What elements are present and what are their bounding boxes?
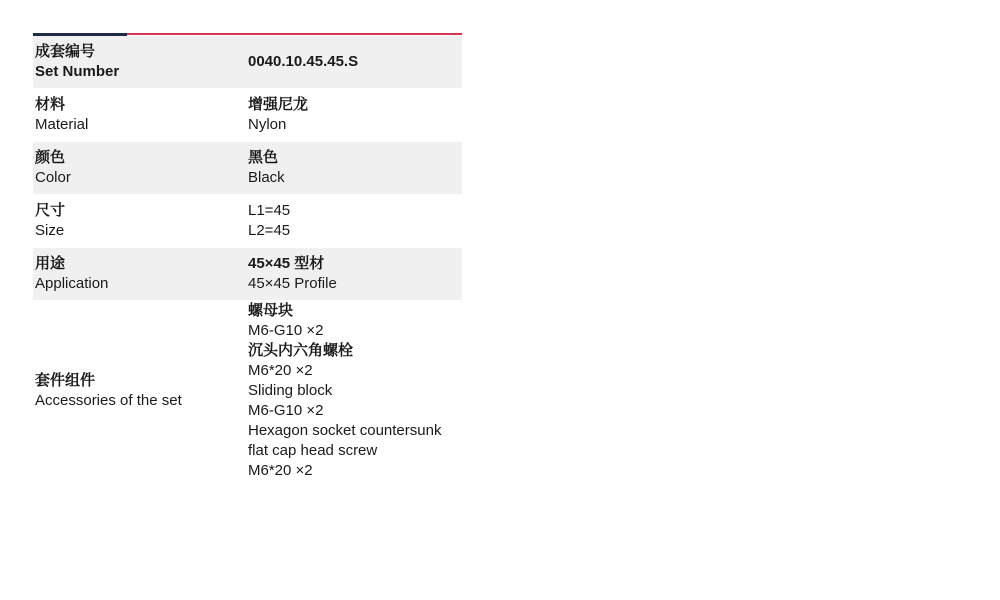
- accessory-line: Sliding block: [248, 382, 333, 399]
- label-cell: [33, 248, 248, 300]
- accessory-line: M6*20 ×2: [248, 462, 313, 479]
- label-en: Set Number: [35, 63, 120, 80]
- label-en: Accessories of the set: [35, 392, 182, 409]
- row-application: [33, 248, 462, 300]
- label-cn: 颜色: [35, 149, 66, 166]
- row-accessories: [33, 301, 462, 481]
- accessory-line: Hexagon socket countersunk: [248, 422, 442, 439]
- row-material: [33, 89, 462, 141]
- top-rule-red-segment: [127, 33, 462, 35]
- accessory-line: M6-G10 ×2: [248, 322, 324, 339]
- label-cell: [33, 301, 248, 481]
- label-cn: 套件组件: [35, 372, 96, 389]
- accessory-line: 螺母块: [248, 302, 294, 319]
- size-value-2: L2=45: [248, 222, 291, 239]
- label-cell: [33, 142, 248, 194]
- label-en: Size: [35, 222, 65, 239]
- label-cn: 用途: [35, 255, 66, 272]
- value-cell: [248, 301, 462, 481]
- label-cn: 材料: [35, 96, 66, 113]
- row-size: [33, 195, 462, 247]
- accessory-line: M6*20 ×2: [248, 362, 313, 379]
- value-cell: [248, 195, 462, 247]
- label-en: Color: [35, 169, 71, 186]
- value-en: Nylon: [248, 116, 287, 133]
- value-en: 45×45 Profile: [248, 275, 337, 292]
- accessory-line: M6-G10 ×2: [248, 402, 324, 419]
- label-en: Application: [35, 275, 109, 292]
- row-set-number: [33, 36, 462, 88]
- label-cell: [33, 36, 248, 88]
- value-cell: [248, 36, 462, 88]
- value-en: Black: [248, 169, 285, 186]
- value-cn: 45×45 型材: [248, 255, 325, 272]
- label-cn: 成套编号: [35, 43, 96, 60]
- label-cn: 尺寸: [35, 202, 66, 219]
- top-rule: [33, 33, 462, 36]
- label-cell: [33, 195, 248, 247]
- label-cell: [33, 89, 248, 141]
- top-rule-dark-segment: [33, 33, 127, 36]
- set-number-value: 0040.10.45.45.S: [248, 53, 359, 70]
- accessory-line: flat cap head screw: [248, 442, 378, 459]
- value-cn: 增强尼龙: [248, 96, 309, 113]
- value-cell: [248, 248, 462, 300]
- spec-table: [33, 33, 462, 481]
- value-cell: [248, 142, 462, 194]
- accessory-line: 沉头内六角螺栓: [248, 342, 354, 359]
- value-cn: 黑色: [248, 149, 279, 166]
- value-cell: [248, 89, 462, 141]
- row-color: [33, 142, 462, 194]
- size-value-1: L1=45: [248, 202, 291, 219]
- label-en: Material: [35, 116, 89, 133]
